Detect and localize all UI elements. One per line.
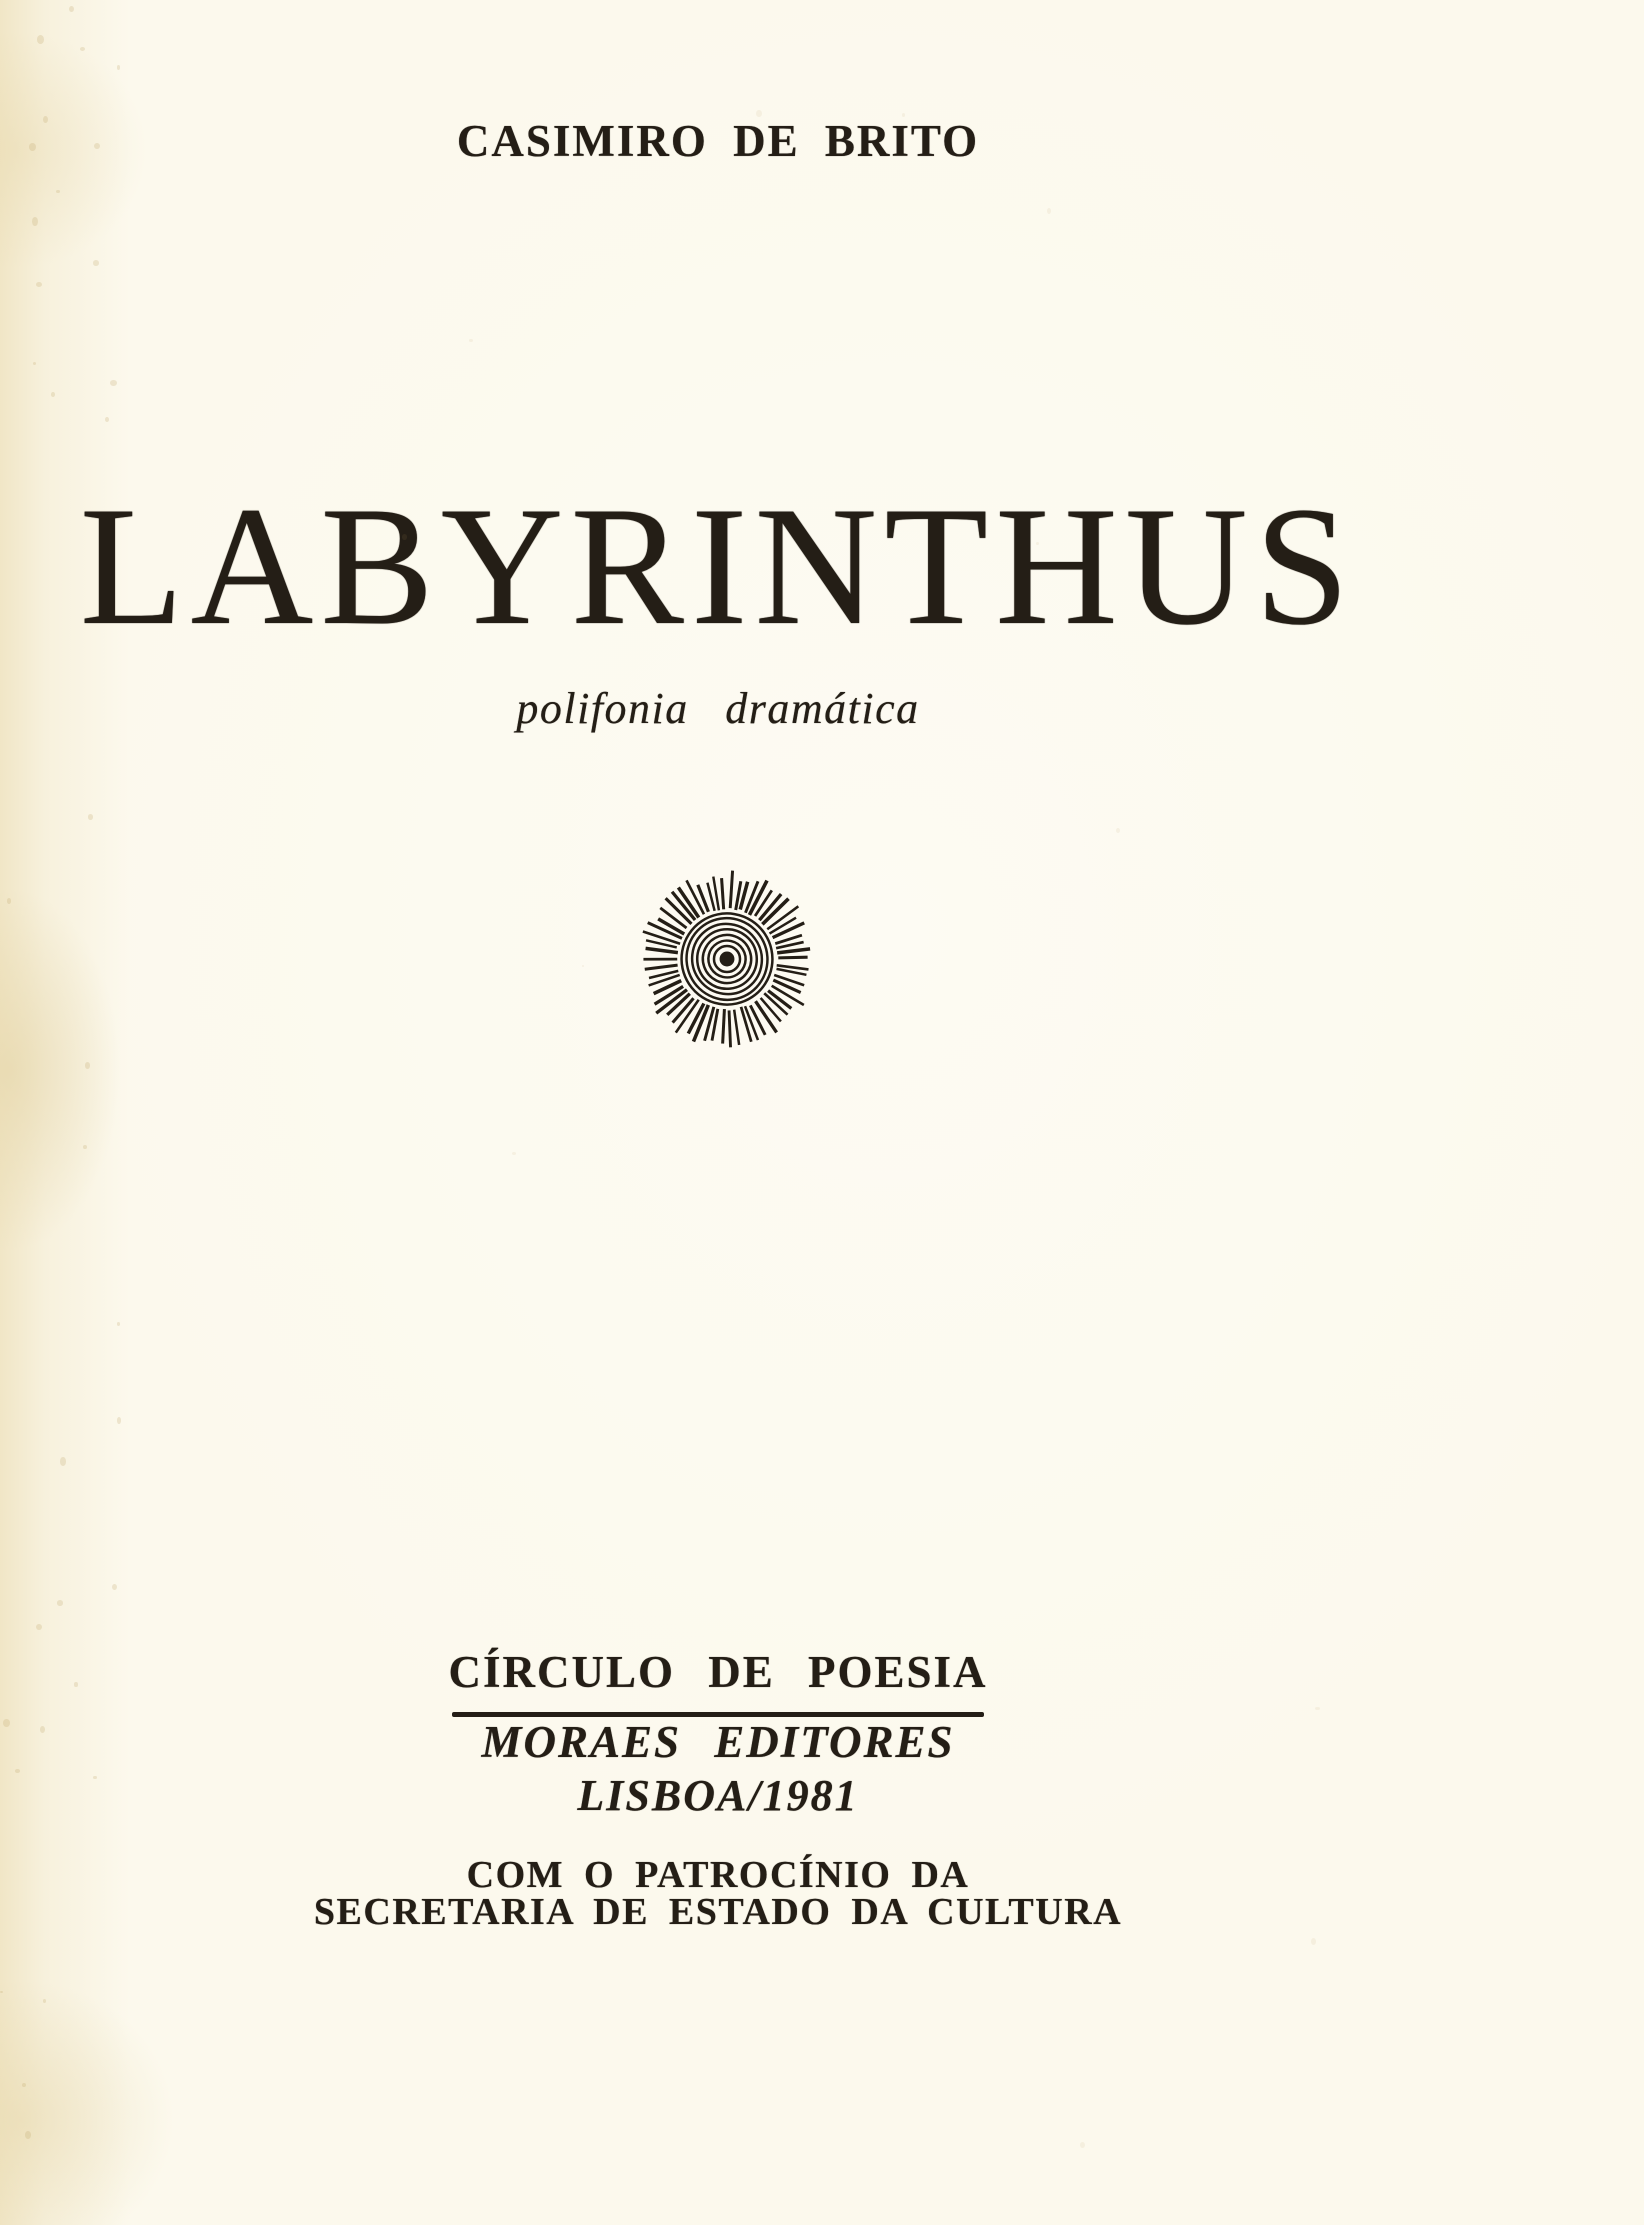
paper-speckle: [83, 1145, 87, 1149]
paper-speckle: [33, 362, 36, 365]
paper-speckle: [85, 1062, 90, 1069]
paper-speckle: [117, 1322, 120, 1326]
paper-speckle: [7, 898, 11, 904]
paper-speckle: [105, 417, 109, 422]
paper-speckle: [15, 1769, 20, 1773]
patronage-line-1: COM O PATROCÍNIO DA: [466, 1854, 970, 1896]
paper-speckle: [32, 217, 38, 226]
paper-speckle: [117, 1417, 121, 1424]
paper-speckle: [512, 1152, 516, 1155]
paper-speckle: [1080, 2142, 1085, 2148]
author-name: CASIMIRO DE BRITO: [456, 116, 980, 166]
paper-speckle: [60, 1457, 66, 1466]
paper-speckle: [112, 1584, 117, 1590]
paper-speckle: [117, 65, 120, 70]
paper-speckle: [57, 1600, 63, 1606]
paper-speckle: [25, 2131, 31, 2139]
paper-speckle: [36, 282, 42, 287]
paper-speckle: [43, 1999, 46, 2003]
paper-speckle: [37, 35, 44, 44]
place-and-year: LISBOA/1981: [577, 1771, 859, 1820]
paper-speckle: [469, 339, 473, 342]
paper-speckle: [51, 392, 55, 397]
paper-speckle: [88, 814, 93, 820]
publisher-name: MORAES EDITORES: [481, 1717, 955, 1767]
book-title: LABYRINTHUS: [79, 472, 1357, 660]
sun-ornament-icon: [634, 866, 820, 1052]
series-name: CÍRCULO DE POESIA: [448, 1647, 988, 1697]
paper-speckle: [93, 260, 99, 266]
paper-speckle: [36, 1624, 42, 1630]
paper-speckle: [110, 380, 117, 386]
paper-speckle: [69, 6, 74, 12]
patronage-line-2: SECRETARIA DE ESTADO DA CULTURA: [313, 1891, 1123, 1933]
paper-speckle: [22, 2083, 26, 2087]
paper-speckle: [1047, 208, 1051, 214]
paper-speckle: [582, 965, 584, 967]
paper-speckle: [80, 47, 85, 51]
paper-speckle: [1311, 1938, 1316, 1945]
paper-speckle: [1116, 828, 1120, 833]
book-subtitle: polifonia dramática: [516, 684, 920, 733]
paper-speckle: [56, 190, 60, 193]
paper-speckle: [1315, 1707, 1320, 1710]
paper-speckle: [0, 1991, 3, 1993]
